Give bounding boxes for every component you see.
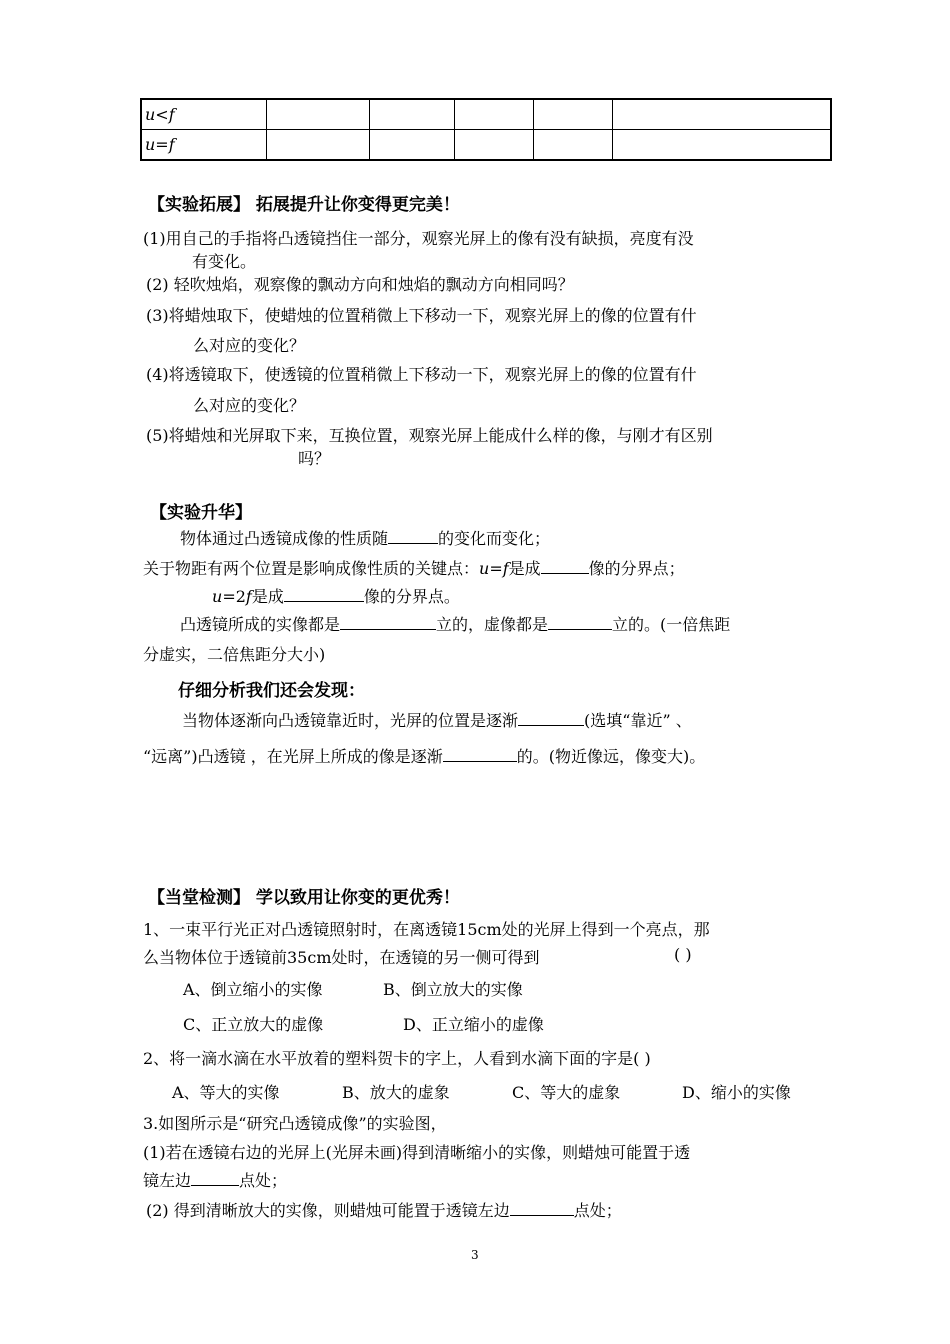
table-cell bbox=[613, 99, 832, 130]
f-symbol: f bbox=[502, 559, 509, 578]
u-symbol: u bbox=[479, 559, 490, 578]
ext-item-5-cont: 吗？ bbox=[298, 449, 331, 468]
ext-item-3: (3)将蜡烛取下，使蜡烛的位置稍微上下移动一下，观察光屏上的像的位置有什 bbox=[146, 306, 697, 325]
table-cell bbox=[455, 130, 534, 161]
q1-line-2: 么当物体位于透镜前35cm处时，在透镜的另一侧可得到 bbox=[143, 948, 540, 967]
q3-part-1-cont bbox=[143, 1168, 287, 1191]
row-label-u-lt-f: u<f bbox=[141, 99, 267, 130]
text: 是成 bbox=[251, 587, 284, 606]
blank bbox=[284, 585, 364, 602]
sub-line-6 bbox=[182, 708, 692, 731]
q1-answer-parens: ( ) bbox=[674, 945, 692, 964]
table-cell bbox=[534, 130, 613, 161]
text: “远离”)凸透镜 ，在光屏上所成的像是逐渐 bbox=[143, 747, 443, 766]
test-heading: 【当堂检测】 学以致用让你变的更优秀！ bbox=[148, 888, 460, 908]
q1-option-d: D、正立缩小的虚像 bbox=[403, 1015, 544, 1034]
blank bbox=[443, 745, 517, 762]
table-cell bbox=[267, 99, 370, 130]
q1-option-b: B、倒立放大的实像 bbox=[383, 980, 523, 999]
blank bbox=[548, 613, 612, 630]
text: 凸透镜所成的实像都是 bbox=[180, 615, 341, 634]
q1-option-a: A、倒立缩小的实像 bbox=[183, 980, 323, 999]
blank bbox=[340, 613, 436, 630]
ext-item-2: (2) 轻吹烛焰，观察像的飘动方向和烛焰的飘动方向相同吗？ bbox=[146, 275, 574, 294]
text: =2 bbox=[222, 587, 246, 606]
f-symbol: f bbox=[245, 587, 252, 606]
text: 像的分界点。 bbox=[363, 587, 460, 606]
q3-part-1: (1)若在透镜右边的光屏上(光屏未画)得到清晰缩小的实像，则蜡烛可能置于透 bbox=[143, 1143, 691, 1162]
table-cell bbox=[370, 99, 455, 130]
imaging-table bbox=[140, 98, 832, 161]
find-heading: 仔细分析我们还会发现： bbox=[178, 681, 365, 701]
text: 物体通过凸透镜成像的性质随 bbox=[180, 529, 389, 548]
table-cell bbox=[267, 130, 370, 161]
text: = bbox=[489, 559, 503, 578]
extension-heading: 【实验拓展】 拓展提升让你变得更完美！ bbox=[148, 195, 460, 215]
q1-line-1: 1、一束平行光正对凸透镜照射时，在离透镜15cm处的光屏上得到一个亮点，那 bbox=[143, 920, 710, 939]
blank bbox=[510, 1199, 574, 1216]
table-cell bbox=[455, 99, 534, 130]
q3-part-2 bbox=[146, 1198, 622, 1221]
sub-line-4 bbox=[180, 612, 730, 635]
blank bbox=[388, 527, 438, 544]
sub-line-3 bbox=[212, 584, 460, 607]
sublimation-heading: 【实验升华】 bbox=[150, 503, 252, 523]
row-label-u-eq-f: u=f bbox=[141, 130, 267, 161]
ext-item-3-cont: 么对应的变化？ bbox=[193, 336, 306, 355]
text: 立的，虚像都是 bbox=[436, 615, 549, 634]
sub-line-2 bbox=[143, 556, 685, 579]
table-cell bbox=[534, 99, 613, 130]
table-row bbox=[141, 99, 831, 130]
table-cell bbox=[613, 130, 832, 161]
blank bbox=[191, 1169, 239, 1186]
text: 的变化而变化； bbox=[438, 529, 551, 548]
text: 关于物距有两个位置是影响成像性质的关键点： bbox=[143, 559, 480, 578]
sub-line-7 bbox=[143, 744, 705, 767]
text: 当物体逐渐向凸透镜靠近时，光屏的位置是逐渐 bbox=[182, 711, 519, 730]
q3-line: 3.如图所示是“研究凸透镜成像”的实验图， bbox=[143, 1114, 447, 1133]
text: 点处； bbox=[573, 1201, 622, 1220]
text: 像的分界点； bbox=[588, 559, 685, 578]
text: (2) 得到清晰放大的实像，则蜡烛可能置于透镜左边 bbox=[146, 1201, 510, 1220]
text: 是成 bbox=[508, 559, 541, 578]
q2-option-d: D、缩小的实像 bbox=[682, 1083, 791, 1102]
q2-line: 2、将一滴水滴在水平放着的塑料贺卡的字上，人看到水滴下面的字是( ) bbox=[143, 1049, 651, 1068]
q2-option-b: B、放大的虚象 bbox=[342, 1083, 450, 1102]
q1-option-c: C、正立放大的虚像 bbox=[183, 1015, 324, 1034]
text: (选填“靠近” 、 bbox=[584, 711, 692, 730]
text: 立的。(一倍焦距 bbox=[612, 615, 731, 634]
ext-item-1-cont: 有变化。 bbox=[192, 252, 257, 271]
table-row bbox=[141, 130, 831, 161]
q2-option-c: C、等大的虚象 bbox=[512, 1083, 621, 1102]
sub-line-1 bbox=[180, 526, 550, 549]
page-number: 3 bbox=[471, 1248, 479, 1262]
sub-line-5: 分虚实，二倍焦距分大小) bbox=[143, 645, 326, 664]
u-symbol: u bbox=[212, 587, 223, 606]
ext-item-4-cont: 么对应的变化？ bbox=[193, 396, 306, 415]
ext-item-5: (5)将蜡烛和光屏取下来，互换位置，观察光屏上能成什么样的像，与刚才有区别 bbox=[146, 426, 713, 445]
q2-option-a: A、等大的实像 bbox=[172, 1083, 280, 1102]
ext-item-4: (4)将透镜取下，使透镜的位置稍微上下移动一下，观察光屏上的像的位置有什 bbox=[146, 365, 697, 384]
text: 镜左边 bbox=[143, 1171, 192, 1190]
blank bbox=[541, 557, 589, 574]
table-cell bbox=[370, 130, 455, 161]
ext-item-1: (1)用自己的手指将凸透镜挡住一部分，观察光屏上的像有没有缺损，亮度有没 bbox=[143, 229, 694, 248]
blank bbox=[518, 709, 584, 726]
text: 的。(物近像远，像变大)。 bbox=[516, 747, 706, 766]
text: 点处； bbox=[239, 1171, 288, 1190]
